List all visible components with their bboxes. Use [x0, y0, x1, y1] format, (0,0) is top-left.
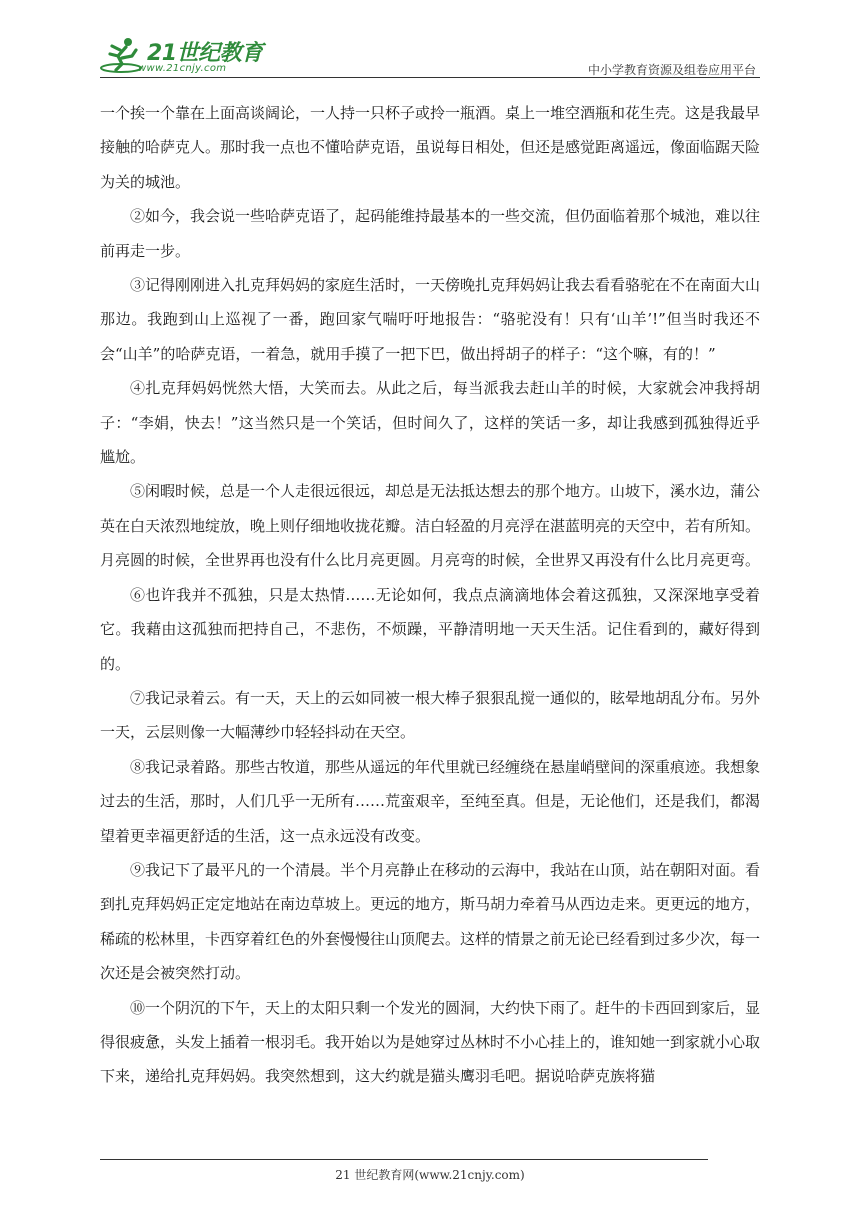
- header-divider: [100, 77, 760, 78]
- paragraph-5: ⑤闲暇时候，总是一个人走很远很远，却总是无法抵达想去的那个地方。山坡下，溪水边，蒲公英在白天浓烈地绽放，晚上则仔细地收拢花瓣。洁白轻盈的月亮浮在湛蓝明亮的天空中，若有所知。月亮圆的时候，全世界再也没有什么比月亮更圆。月亮弯的时候，全世界又再没有什么比月亮更弯。: [100, 482, 761, 570]
- paragraph-4: ④扎克拜妈妈恍然大悟，大笑而去。从此之后，每当派我去赶山羊的时候，大家就会冲我捋胡子：“李娟，快去！”这当然只是一个笑话，但时间久了，这样的笑话一多，却让我感到孤独得近乎尴尬。: [100, 379, 760, 467]
- paragraph-2: ②如今，我会说一些哈萨克语了，起码能维持最基本的一些交流，但仍面临着那个城池，难以往前再走一步。: [100, 207, 761, 260]
- page-header: [100, 30, 760, 80]
- article-body: [100, 96, 760, 1094]
- paragraph-10: ⑩一个阴沉的下午，天上的太阳只剩一个发光的圆洞，大约快下雨了。赶牛的卡西回到家后，显得很疲惫，头发上插着一根羽毛。我开始以为是她穿过丛林时不小心挂上的，谁知她一到家就小心取下来，递给扎克拜妈妈。我突然想到，这大约就是猫头鹰羽毛吧。据说哈萨克族将猫: [100, 998, 761, 1086]
- paragraph-8: ⑧我记录着路。那些古牧道，那些从遥远的年代里就已经缠绕在悬崖峭壁间的深重痕迹。我想象过去的生活，那时，人们几乎一无所有……荒蛮艰辛，至纯至真。但是，无论他们，还是我们，都渴望着更幸福更舒适的生活，这一点永远没有改变。: [100, 757, 761, 845]
- logo-url: www.21cnjy.com: [138, 63, 227, 74]
- site-logo: [100, 36, 270, 76]
- header-platform-label: 中小学教育资源及组卷应用平台: [587, 63, 756, 77]
- logo-text: 21世纪教育: [147, 41, 263, 66]
- page-footer: 21 世纪教育网(www.21cnjy.com): [335, 1168, 525, 1182]
- paragraph-1: 一个挨一个靠在上面高谈阔论，一人持一只杯子或拎一瓶酒。桌上一堆空酒瓶和花生壳。这是我最早接触的哈萨克人。那时我一点也不懂哈萨克语，虽说每日相处，但还是感觉距离遥远，像面临踞天险为关的城池。: [100, 104, 761, 191]
- footer-divider: [100, 1159, 708, 1160]
- paragraph-3: ③记得刚刚进入扎克拜妈妈的家庭生活时，一天傍晚扎克拜妈妈让我去看看骆驼在不在南面大山那边。我跑到山上巡视了一番，跑回家气喘吁吁地报告：“骆驼没有！只有‘山羊’!”但当时我还不会“山羊”的哈萨克语，一着急，就用手摸了一把下巴，做出捋胡子的样子：“这个嘛，有的！”: [100, 276, 761, 363]
- paragraph-6: ⑥也许我并不孤独，只是太热情……无论如何，我点点滴滴地体会着这孤独，又深深地享受着它。我藉由这孤独而把持自己，不悲伤，不烦躁，平静清明地一天天生活。记住看到的，藏好得到的。: [100, 585, 760, 673]
- paragraph-7: ⑦我记录着云。有一天，天上的云如同被一根大棒子狠狠乱搅一通似的，眩晕地胡乱分布。另外一天，云层则像一大幅薄纱巾轻轻抖动在天空。: [100, 688, 761, 742]
- paragraph-9: ⑨我记下了最平凡的一个清晨。半个月亮静止在移动的云海中，我站在山顶，站在朝阳对面。看到扎克拜妈妈正定定地站在南边草坡上。更远的地方，斯马胡力牵着马从西边走来。更更远的地方，稀疏的松林里，卡西穿着红色的外套慢慢往山顶爬去。这样的情景之前无论已经看到过多少次，每一次还是会被突然打动。: [100, 860, 761, 983]
